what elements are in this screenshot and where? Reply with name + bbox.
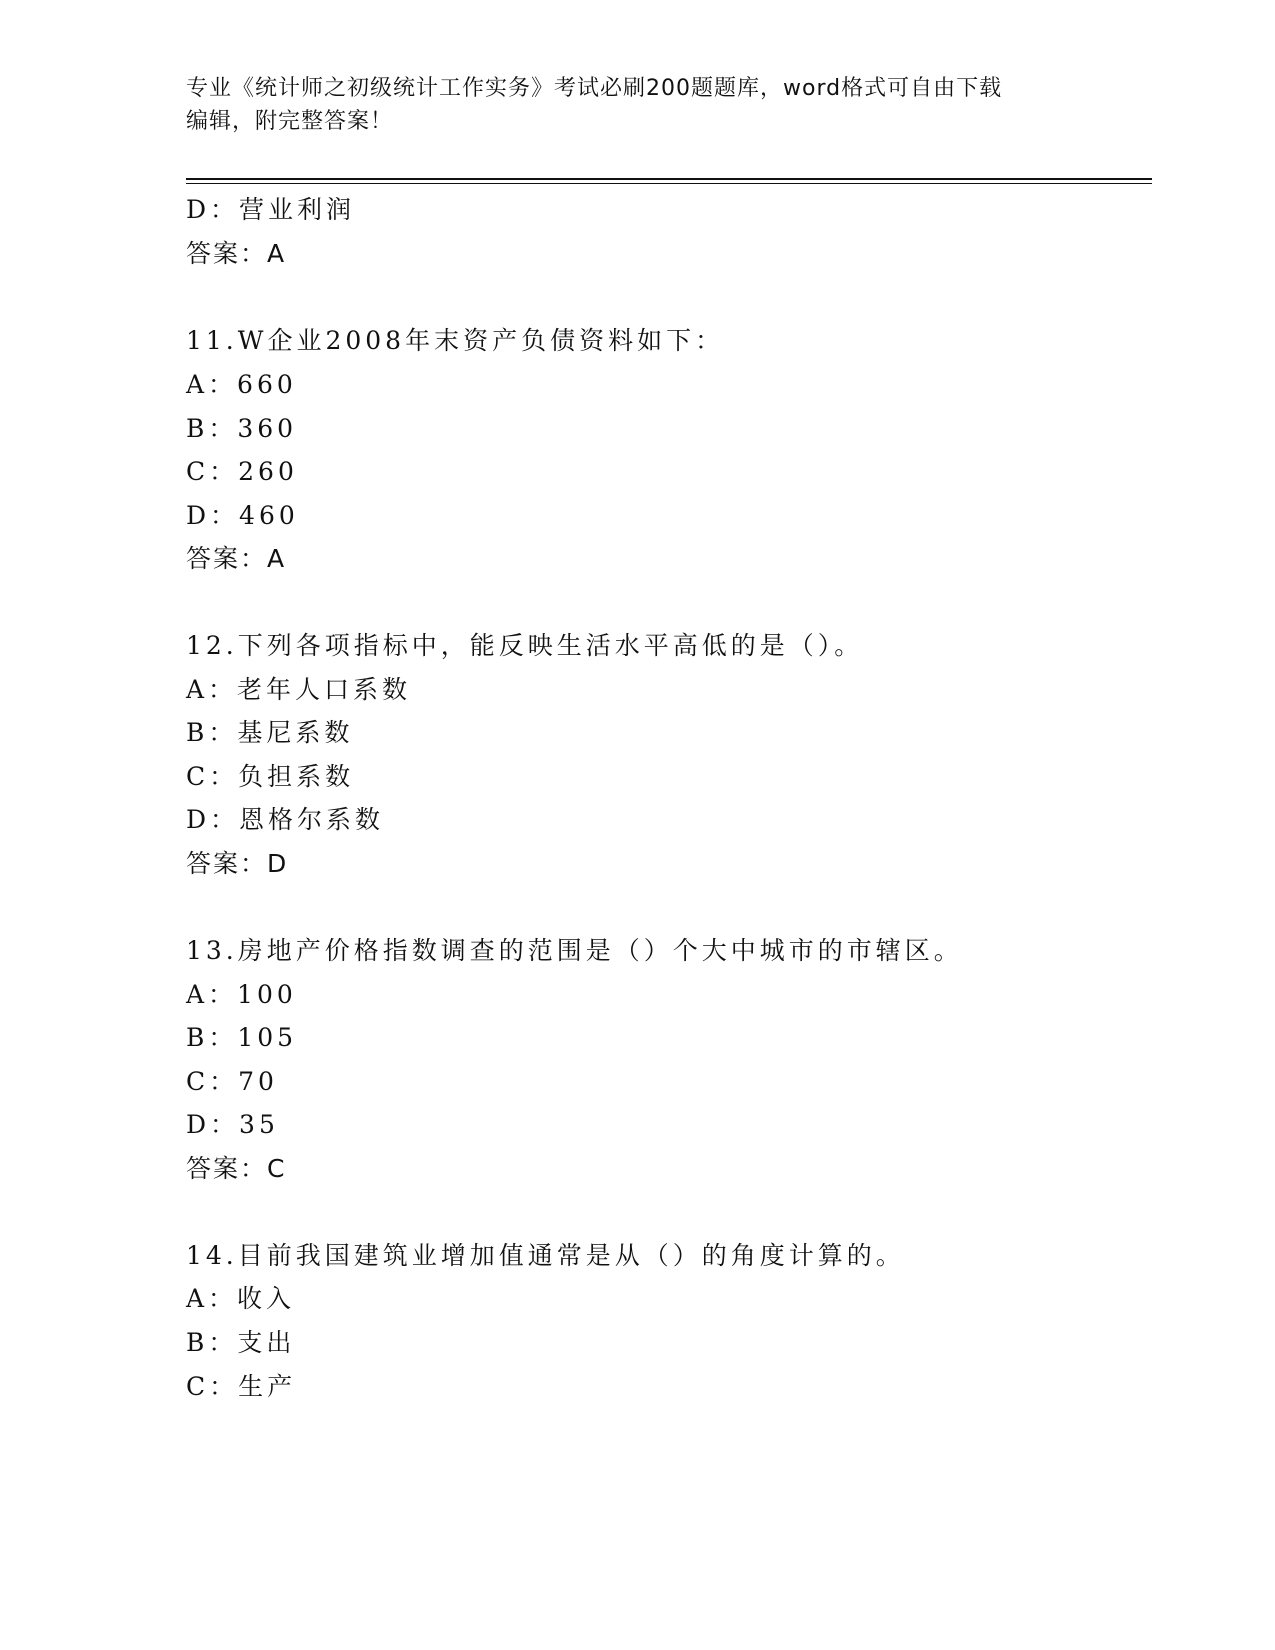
- header-line-1: 专业《统计师之初级统计工作实务》考试必刷200题题库，word格式可自由下载: [186, 76, 1003, 101]
- prev-answer: 答案：A: [186, 239, 287, 268]
- question-13-option-b: B：105: [186, 1023, 298, 1052]
- question-11-stem: 11.W企业2008年末资产负债资料如下：: [186, 326, 725, 355]
- question-14-option-b: B：支出: [186, 1328, 296, 1357]
- question-11-answer: 答案：A: [186, 544, 287, 573]
- question-12-stem: 12.下列各项指标中，能反映生活水平高低的是（）。: [186, 631, 864, 660]
- question-11-option-d: D：460: [186, 501, 299, 530]
- question-14-option-c: C：生产: [186, 1372, 297, 1401]
- question-13-option-a: A：100: [186, 980, 297, 1009]
- question-11-option-c: C：260: [186, 457, 298, 486]
- question-13-stem: 13.房地产价格指数调查的范围是（）个大中城市的市辖区。: [186, 936, 963, 965]
- question-12-option-b: B：基尼系数: [186, 718, 354, 747]
- question-14-stem: 14.目前我国建筑业增加值通常是从（）的角度计算的。: [186, 1241, 905, 1270]
- header-line-2: 编辑，附完整答案！: [186, 109, 394, 134]
- question-13-answer: 答案：C: [186, 1154, 287, 1183]
- question-12-option-c: C：负担系数: [186, 762, 355, 791]
- question-11-option-a: A：660: [186, 370, 297, 399]
- question-13-option-d: D：35: [186, 1110, 279, 1139]
- prev-option-d: D：营业利润: [186, 195, 356, 224]
- document-header: [186, 72, 1086, 138]
- header-divider-top: [186, 178, 1152, 180]
- question-11-option-b: B：360: [186, 414, 298, 443]
- question-12-answer: 答案：D: [186, 849, 289, 878]
- question-14-option-a: A：收入: [186, 1284, 296, 1313]
- question-12-option-d: D：恩格尔系数: [186, 805, 385, 834]
- question-13-option-c: C：70: [186, 1067, 278, 1096]
- header-divider-bottom: [186, 183, 1152, 184]
- question-12-option-a: A：老年人口系数: [186, 675, 412, 704]
